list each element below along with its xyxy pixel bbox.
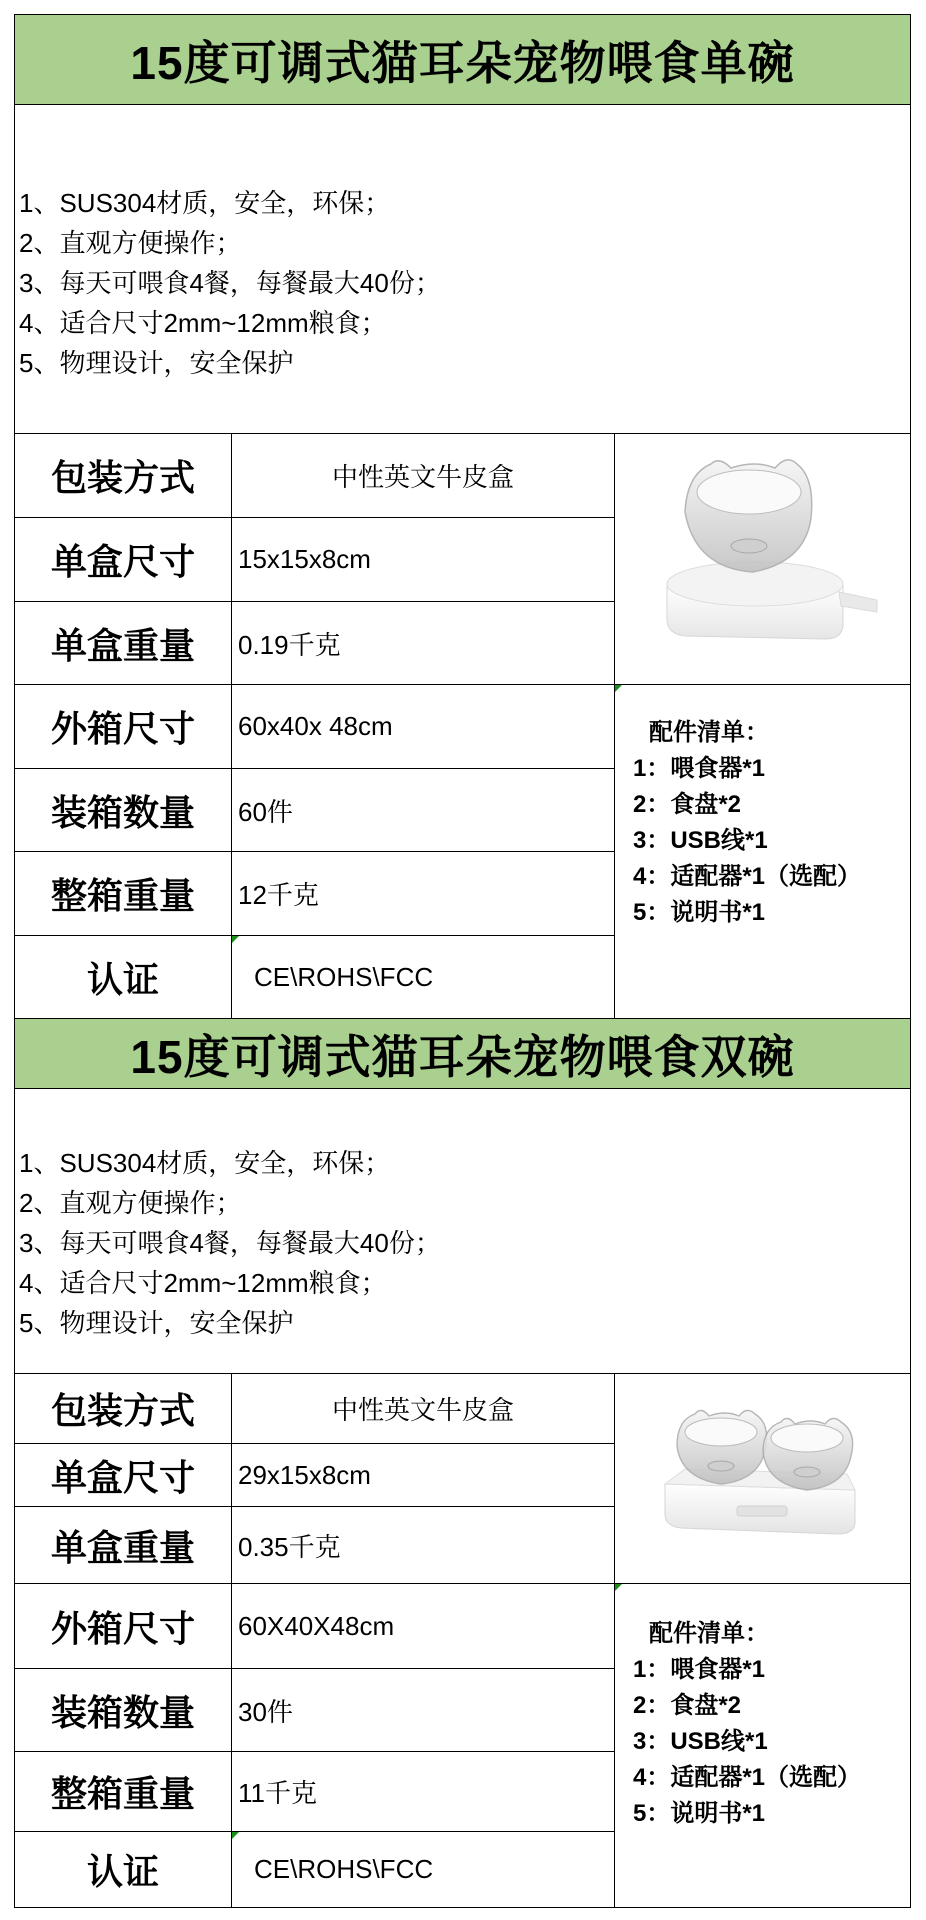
spec-label: 认证 [14, 1831, 232, 1908]
spec-label: 整箱重量 [14, 851, 232, 936]
spec-label: 包装方式 [14, 1373, 232, 1444]
spec-label: 整箱重量 [14, 1751, 232, 1832]
spec-label: 外箱尺寸 [14, 1583, 232, 1669]
feature-item: 4、适合尺寸2mm~12mm粮食； [19, 308, 387, 338]
accessory-list [614, 1583, 911, 1908]
spec-value: 0.19千克 [231, 601, 615, 685]
accessory-title: 配件清单： [649, 719, 769, 746]
feature-item: 5、物理设计，安全保护 [19, 1308, 294, 1338]
product-image-cell [614, 433, 911, 685]
accessory-item: 3：USB线*1 [633, 1728, 768, 1755]
spec-value: 中性英文牛皮盒 [231, 1373, 615, 1444]
spec-value: 29x15x8cm [231, 1443, 615, 1507]
spec-value: 0.35千克 [231, 1506, 615, 1584]
feature-item: 5、物理设计，安全保护 [19, 348, 294, 378]
product-image-cell [614, 1373, 911, 1584]
spec-label: 单盒重量 [14, 1506, 232, 1584]
single-bowl-image [615, 434, 911, 685]
accessory-item: 2：食盘*2 [633, 791, 742, 818]
spec-label: 装箱数量 [14, 1668, 232, 1752]
product-title: 15度可调式猫耳朵宠物喂食双碗 [14, 1018, 911, 1089]
spec-label: 装箱数量 [14, 768, 232, 852]
feature-item: 1、SUS304材质，安全，环保； [19, 188, 391, 218]
spec-label: 认证 [14, 935, 232, 1020]
accessory-item: 5：说明书*1 [633, 1800, 766, 1827]
spec-value: CE\ROHS\FCC [231, 1831, 615, 1908]
accessory-item: 3：USB线*1 [633, 827, 768, 854]
feature-item: 2、直观方便操作； [19, 228, 242, 258]
cell-note-marker [232, 936, 239, 943]
spec-value: 60x40x 48cm [231, 684, 615, 769]
spec-value: 60件 [231, 768, 615, 852]
spec-label: 包装方式 [14, 433, 232, 518]
cell-note-marker [615, 685, 622, 692]
spec-value: 11千克 [231, 1751, 615, 1832]
accessory-list [614, 684, 911, 1020]
accessory-item: 2：食盘*2 [633, 1692, 742, 1719]
accessory-item: 1：喂食器*1 [633, 755, 766, 782]
spec-value: 12千克 [231, 851, 615, 936]
cell-note-marker [232, 1832, 239, 1839]
spec-label: 单盒尺寸 [14, 1443, 232, 1507]
product-double-bowl [14, 1018, 911, 1908]
accessory-item: 4：适配器*1（选配） [633, 1764, 862, 1791]
feature-list [14, 1089, 911, 1374]
spec-label: 单盒尺寸 [14, 517, 232, 602]
spec-value: 30件 [231, 1668, 615, 1752]
spec-value: CE\ROHS\FCC [231, 935, 615, 1020]
feature-item: 3、每天可喂食4餐，每餐最大40份； [19, 1228, 441, 1258]
double-bowl-image [615, 1374, 911, 1584]
accessory-title: 配件清单： [649, 1620, 769, 1647]
product-single-bowl [14, 14, 911, 1020]
feature-item: 4、适合尺寸2mm~12mm粮食； [19, 1268, 387, 1298]
spec-value: 15x15x8cm [231, 517, 615, 602]
feature-item: 3、每天可喂食4餐，每餐最大40份； [19, 268, 441, 298]
feature-list [14, 105, 911, 434]
accessory-item: 1：喂食器*1 [633, 1656, 766, 1683]
spec-value: 中性英文牛皮盒 [231, 433, 615, 518]
spec-label: 单盒重量 [14, 601, 232, 685]
feature-item: 2、直观方便操作； [19, 1188, 242, 1218]
accessory-item: 4：适配器*1（选配） [633, 863, 862, 890]
spec-label: 外箱尺寸 [14, 684, 232, 769]
feature-item: 1、SUS304材质，安全，环保； [19, 1148, 391, 1178]
product-title: 15度可调式猫耳朵宠物喂食单碗 [14, 14, 911, 105]
spec-value: 60X40X48cm [231, 1583, 615, 1669]
accessory-item: 5：说明书*1 [633, 899, 766, 926]
cell-note-marker [615, 1584, 622, 1591]
